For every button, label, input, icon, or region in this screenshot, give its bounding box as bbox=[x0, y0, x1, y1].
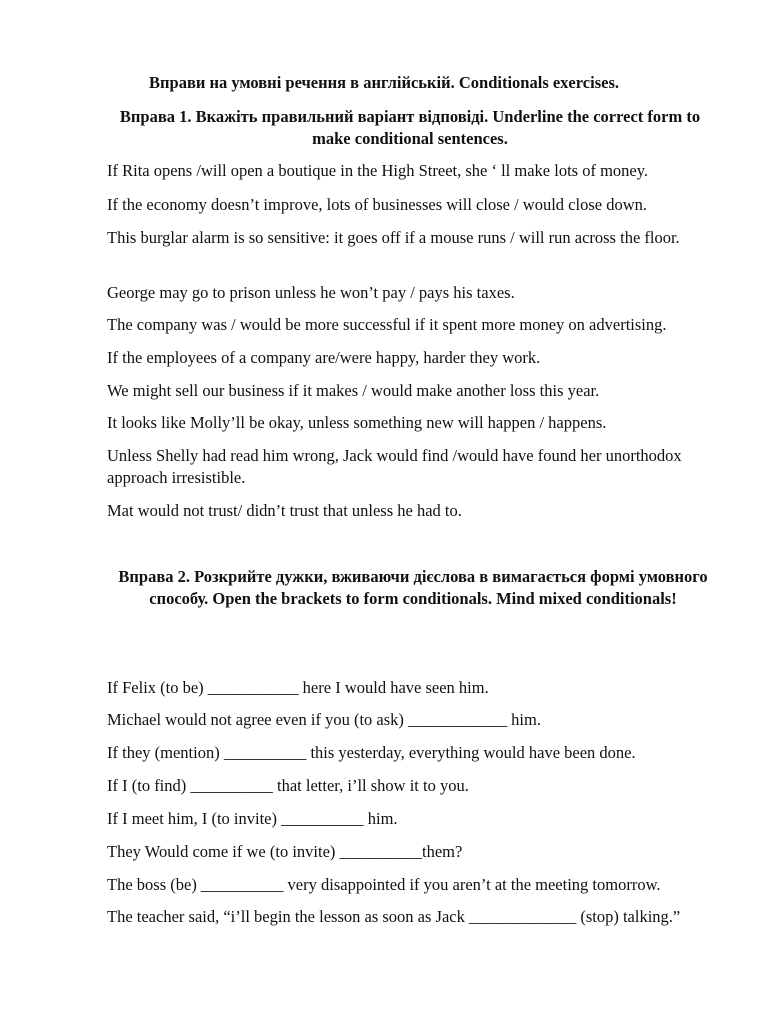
exercise-2-heading: Вправа 2. Розкрийте дужки, вживаючи дієслова в вимагається формі умовного способу. Open the brackets to form conditionals. Mind mixed conditionals! bbox=[118, 567, 708, 608]
exercise-1-item: Mat would not trust/ didn’t trust that unless he had to. bbox=[107, 501, 462, 520]
exercise-2-item: The teacher said, “i’ll begin the lesson as soon as Jack _____________ (stop) talking.” bbox=[107, 907, 681, 926]
exercise-2-item: If I meet him, I (to invite) __________ him. bbox=[107, 809, 398, 828]
page-title: Вправи на умовні речення в англійській. Conditionals exercises. bbox=[149, 73, 619, 92]
exercise-1-item: This burglar alarm is so sensitive: it goes off if a mouse runs / will run across the floor. bbox=[107, 228, 680, 247]
exercise-2-item: They Would come if we (to invite) __________them? bbox=[107, 842, 463, 861]
exercise-1-item: Unless Shelly had read him wrong, Jack would find /would have found her unorthodox approach irresistible. bbox=[107, 446, 682, 487]
exercise-1-item: It looks like Molly’ll be okay, unless something new will happen / happens. bbox=[107, 413, 607, 432]
exercise-2-item: Michael would not agree even if you (to ask) ____________ him. bbox=[107, 710, 541, 729]
exercise-1-heading: Вправа 1. Вкажіть правильний варіант відповіді. Underline the correct form to make conditional sentences. bbox=[119, 107, 701, 148]
exercise-1-item: The company was / would be more successful if it spent more money on advertising. bbox=[107, 315, 667, 334]
exercise-1-item: We might sell our business if it makes / would make another loss this year. bbox=[107, 381, 600, 400]
exercise-2-item: If Felix (to be) ___________ here I would have seen him. bbox=[107, 678, 489, 697]
exercise-2-item: If I (to find) __________ that letter, i’ll show it to you. bbox=[107, 776, 469, 795]
exercise-1-item: If the economy doesn’t improve, lots of businesses will close / would close down. bbox=[107, 195, 647, 214]
exercise-1-item: If the employees of a company are/were happy, harder they work. bbox=[107, 348, 541, 367]
exercise-2-item: If they (mention) __________ this yesterday, everything would have been done. bbox=[107, 743, 636, 762]
exercise-1-item: If Rita opens /will open a boutique in the High Street, she ‘ ll make lots of money. bbox=[107, 161, 649, 180]
exercise-2-item: The boss (be) __________ very disappointed if you aren’t at the meeting tomorrow. bbox=[107, 875, 661, 894]
exercise-1-item: George may go to prison unless he won’t pay / pays his taxes. bbox=[107, 283, 515, 302]
